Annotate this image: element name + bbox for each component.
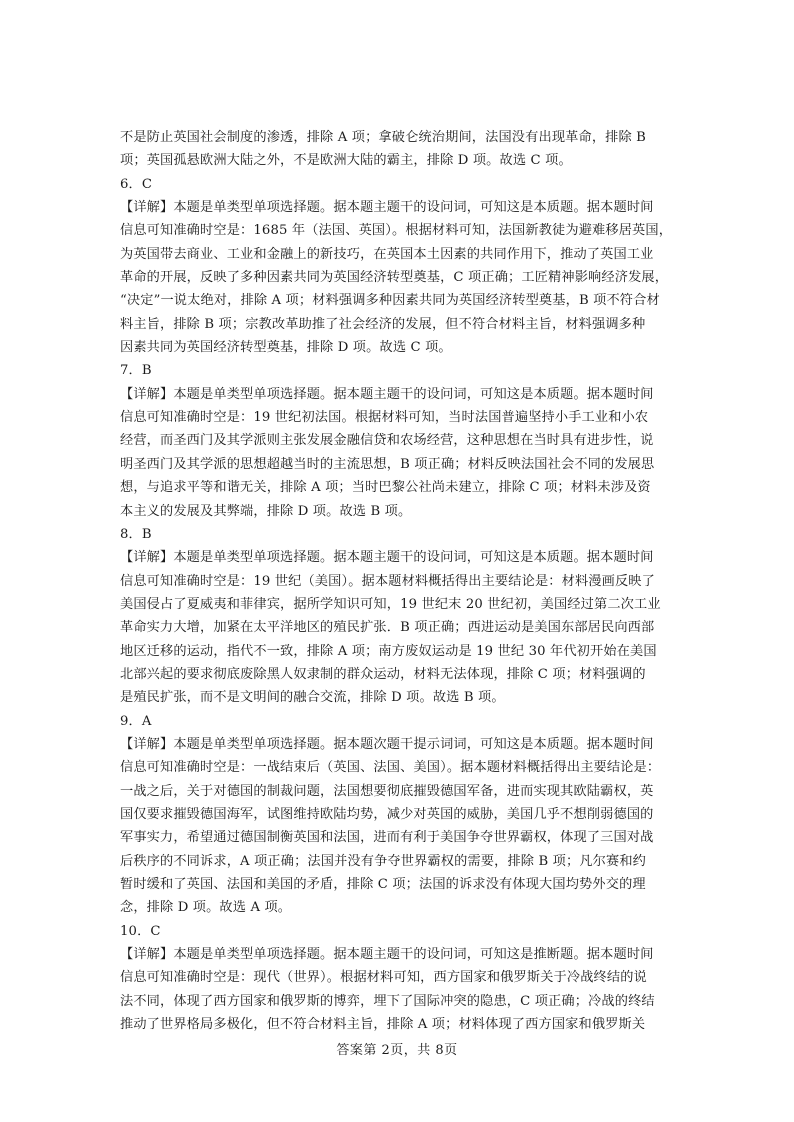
question-number: 9．A [120, 713, 152, 729]
text-line: 念，排除 D 项。故选 A 项。 [120, 900, 292, 916]
text-line: 【详解】本题是单类型单项选择题。据本题主题干的设问词，可知这是推断题。据本题时间 [120, 947, 654, 963]
text-line: 料主旨，排除 B 项；宗教改革助推了社会经济的发展，但不符合材料主旨，材料强调多种 [120, 316, 646, 332]
page-footer: 答案第 2页，共 8页 [336, 1043, 458, 1058]
text-line: 【详解】本题是单类型单项选择题。据本题主题干的设问词，可知这是本质题。据本题时间 [120, 200, 654, 216]
text-line: 信息可知准确时空是：一战结束后（英国、法国、美国）。据本题材料概括得出主要结论是： [120, 760, 661, 776]
text-line: 军事实力，希望通过德国制衡英国和法国，进而有利于美国争夺世界霸权，体现了三国对战 [120, 830, 654, 846]
text-line: 革命实力大增，加紧在太平洋地区的殖民扩张．B 项正确；西进运动是美国东部居民向西部 [120, 620, 655, 636]
question-number: 7．B [120, 363, 152, 379]
text-line: 一战之后，关于对德国的制裁问题，法国想要彻底摧毁德国军备，进而实现其欧陆霸权，英 [120, 783, 654, 799]
text-line: 后秩序的不同诉求，A 项正确；法国并没有争夺世界霸权的需要，排除 B 项；凡尔赛和约 [120, 853, 647, 869]
text-line: 本主义的发展及其弊端，排除 D 项。故选 B 项。 [120, 503, 412, 519]
text-line: 法不同，体现了西方国家和俄罗斯的博弈，埋下了国际冲突的隐患，C 项正确；冷战的终结 [120, 993, 655, 1009]
text-line: 【详解】本题是单类型单项选择题。据本题主题干的设问词，可知这是本质题。据本题时间 [120, 386, 654, 402]
answer-block-9 [120, 710, 676, 920]
text-line: 经营，而圣西门及其学派则主张发展金融信贷和农场经营，这种思想在当时具有进步性，说 [120, 433, 654, 449]
text-line: 美国侵占了夏威夷和菲律宾，据所学知识可知，19 世纪末 20 世纪初，美国经过第二次工业 [120, 596, 661, 612]
text-line: 不是防止英国社会制度的渗透，排除 A 项；拿破仑统治期间，法国没有出现革命，排除 B [120, 130, 647, 145]
text-line: 明圣西门及其学派的思想超越当时的主流思想，B 项正确；材料反映法国社会不同的发展思 [120, 456, 655, 472]
text-line: “决定”一说太绝对，排除 A 项；材料强调多种因素共同为英国经济转型奠基，B 项不符合材 [120, 293, 660, 309]
text-line: 为英国带去商业、工业和金融上的新技巧，在英国本土因素的共同作用下，推动了英国工业 [120, 246, 654, 262]
text-line: 【详解】本题是单类型单项选择题。据本题次题干提示词词，可知这是本质题。据本题时间 [120, 736, 654, 752]
text-line: 革命的开展，反映了多种因素共同为英国经济转型奠基，C 项正确；工匠精神影响经济发展， [120, 270, 669, 286]
text-line: 想，与追求平等和谐无关，排除 A 项；当时巴黎公社尚未建立，排除 C 项；材料未涉及资 [120, 480, 651, 496]
question-number: 6．C [120, 176, 153, 192]
text-line: 暂时缓和了英国、法国和美国的矛盾，排除 C 项；法国的诉求没有体现大国均势外交的理 [120, 877, 646, 892]
text-line: 地区迁移的运动，指代不一致，排除 A 项；南方废奴运动是 19 世纪 30 年代初开始在美国 [120, 643, 657, 659]
text-line: 是殖民扩张，而不是文明间的融合交流，排除 D 项。故选 B 项。 [120, 690, 505, 706]
answer-block-7 [120, 359, 676, 522]
text-line: 推动了世界格局多极化，但不符合材料主旨，排除 A 项；材料体现了西方国家和俄罗斯关 [120, 1017, 646, 1033]
text-line: 信息可知准确时空是：1685 年（法国、英国）。根据材料可知，法国新教徒为避难移居英国， [120, 223, 673, 239]
intro-paragraph [120, 126, 676, 173]
question-number: 10．C [120, 923, 161, 939]
text-line: 【详解】本题是单类型单项选择题。据本题主题干的设问词，可知这是本质题。据本题时间 [120, 550, 654, 566]
text-line: 信息可知准确时空是：19 世纪初法国。根据材料可知，当时法国普遍坚持小手工业和小农 [120, 410, 649, 426]
answer-content [120, 126, 676, 1036]
text-line: 国仅要求摧毁德国海军，试图维持欧陆均势，减少对英国的威胁，美国几乎不想削弱德国的 [120, 806, 654, 822]
text-line: 因素共同为英国经济转型奠基，排除 D 项。故选 C 项。 [120, 340, 452, 356]
text-line: 信息可知准确时空是：19 世纪（美国）。据本题材料概括得出主要结论是：材料漫画反映了 [120, 573, 655, 589]
answer-block-6 [120, 173, 676, 360]
text-line: 项；英国孤悬欧洲大陆之外，不是欧洲大陆的霸主，排除 D 项。故选 C 项。 [120, 153, 572, 169]
text-line: 信息可知准确时空是：现代（世界）。根据材料可知，西方国家和俄罗斯关于冷战终结的说 [120, 970, 647, 986]
question-number: 8．B [120, 526, 152, 542]
text-line: 北部兴起的要求彻底废除黑人奴隶制的群众运动，材料无法体现，排除 C 项；材料强调的 [120, 666, 646, 682]
answer-block-8 [120, 523, 676, 710]
answer-block-10 [120, 920, 676, 1037]
